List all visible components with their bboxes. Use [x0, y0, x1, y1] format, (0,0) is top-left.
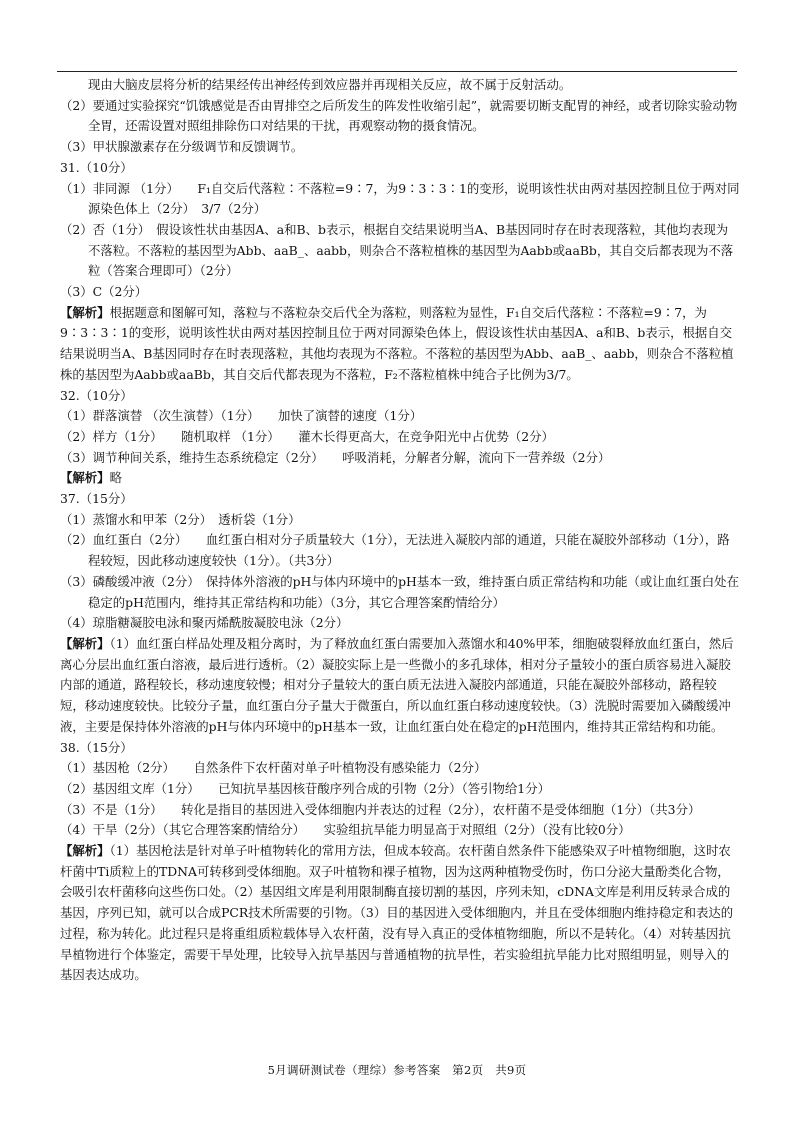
q38-analysis: [60, 841, 740, 986]
analysis-label: 【解析】: [60, 470, 110, 486]
q32-part3: （3）调节种间关系，维持生态系统稳定（2分） 呼吸消耗，分解者分解，流向下一营养级（2分）: [60, 449, 611, 465]
q31-analysis: [60, 303, 740, 386]
q37-part1: （1）蒸馏水和甲苯（2分） 透析袋（1分）: [60, 511, 301, 527]
q37-analysis: [60, 634, 740, 738]
analysis-label: 【解析】: [60, 304, 110, 320]
q32-analysis: [60, 468, 740, 489]
q38-heading: 38.（15分）: [60, 739, 133, 755]
header-rule: [57, 71, 737, 72]
q31-part3: （3）C（2分）: [60, 284, 148, 300]
q37-part3: （3）磷酸缓冲液（2分） 保持体外溶液的pH与体内环境中的pH基本一致，维持蛋白质正常结构和功能（或让血红蛋白处在稳定的pH范围内，维持其正常结构和功能）（3分，其它合理答案酌情给分）: [60, 573, 739, 610]
q38-part4: （4）干旱（2分）（其它合理答案酌情给分） 实验组抗旱能力明显高于对照组（2分）（没有比较0分）: [60, 822, 631, 838]
q32-part2: （2）样方（1分） 随机取样 （1分） 灌木长得更高大，在竞争阳光中占优势（2分）: [60, 428, 554, 444]
analysis-text: （1）基因枪法是针对单子叶植物转化的常用方法，但成本较高。农杆菌自然条件下能感染双子叶植物细胞，这时农杆菌中Ti质粒上的TDNA可转移到受体细胞。双子叶植物和裸子植物，因为这两种植物受伤时，伤口分泌大量酚类化合物，会吸引农杆菌移向这些伤口处。（2）基因组文库是利用限制酶直接切割的基因，序列未知，cDNA文库是利用反转录合成的基因，序列已知，就可以合成PCR技术所需要的引物。（3）目的基因进入受体细胞内，并且在受体细胞内维持稳定和表达的过程，称为转化。此过程只是将重组质粒载体导入农杆菌，没有导入真正的受体植物细胞，所以不是转化。（4）对转基因抗旱植物进行个体鉴定，需要干旱处理，比较导入抗旱基因与普通植物的抗旱性，若实验组抗旱能力比对照组明显，则导入的基因表达成功。: [60, 843, 734, 983]
q38-part3: （3）不是（1分） 转化是指目的基因进入受体细胞内并表达的过程（2分），农杆菌不是受体细胞（1分）（共3分）: [60, 801, 701, 817]
q31-heading: 31.（10分）: [60, 159, 133, 175]
continued-line: 现由大脑皮层将分析的结果经传出神经传到效应器并再现相关反应，故不属于反射活动。: [88, 77, 572, 92]
analysis-label: 【解析】: [60, 843, 110, 859]
q30-part2: （2）要通过实验探究“饥饿感觉是否由胃排空之后所发生的阵发性收缩引起”，就需要切断支配胃的神经，或者切除实验动物全胃，还需设置对照组排除伤口对结果的干扰，再观察动物的摄食情况。: [60, 97, 738, 134]
q31-part2: （2）否（1分） 假设该性状由基因A、a和B、b表示，根据自交结果说明当A、B基因同时存在时表现落粒，其他均表现为不落粒。不落粒的基因型为Abb、aaB_、aabb，则杂合不落粒植株的基因型为Aabb或aaBb，其自交后都表现为不落粒（答案合理即可）（2分）: [60, 221, 734, 279]
answer-content: [60, 75, 740, 986]
q31-part1: （1）非同源 （1分） F₁自交后代落粒∶不落粒=9∶7，为9∶3∶3∶1的变形，说明该性状由两对基因控制且位于两对同源染色体上（2分） 3/7（2分）: [60, 180, 740, 217]
q32-heading: 32.（10分）: [60, 387, 133, 403]
analysis-label: 【解析】: [60, 635, 110, 651]
analysis-text: 根据题意和图解可知，落粒与不落粒杂交后代全为落粒，则落粒为显性，F₁自交后代落粒∶不落粒=9∶7，为9∶3∶3∶1的变形，说明该性状由两对基因控制且位于两对同源染色体上，假设该性状由基因A、a和B、b表示，根据自交结果说明当A、B基因同时存在时表现落粒，其他均表现为不落粒。不落粒的基因型为Abb、aaB_、aabb，则杂合不落粒植株的基因型为Aabb或aaBb，其自交后代都表现为不落粒，F₂不落粒植株中纯合子比例为3/7。: [60, 304, 734, 382]
q37-part2: （2）血红蛋白（2分） 血红蛋白相对分子质量较大（1分），无法进入凝胶内部的通道，只能在凝胶外部移动（1分），路程较短，因此移动速度较快（1分）。（共3分）: [60, 532, 730, 569]
q38-part2: （2）基因组文库（1分） 已知抗旱基因核苷酸序列合成的引物（2分）（答引物给1分）: [60, 780, 550, 796]
page-footer: 5月调研测试卷（理综）参考答案 第2页 共9页: [267, 1063, 527, 1077]
q37-part4: （4）琼脂糖凝胶电泳和聚丙烯酰胺凝胶电泳（2分）: [60, 615, 349, 631]
q30-part3: （3）甲状腺激素存在分级调节和反馈调节。: [60, 139, 304, 155]
analysis-text: 略: [109, 470, 122, 486]
q38-part1: （1）基因枪（2分） 自然条件下农杆菌对单子叶植物没有感染能力（2分）: [60, 760, 487, 776]
q32-part1: （1）群落演替 （次生演替）（1分） 加快了演替的速度（1分）: [60, 408, 423, 424]
q37-heading: 37.（15分）: [60, 491, 133, 507]
analysis-text: （1）血红蛋白样品处理及粗分离时，为了释放血红蛋白需要加入蒸馏水和40%甲苯，细胞破裂释放血红蛋白，然后离心分层出血红蛋白溶液，最后进行透析。（2）凝胶实际上是一些微小的多孔球体，相对分子量较小的蛋白质容易进入凝胶内部的通道，路程较长，移动速度较慢；相对分子量较大的蛋白质无法进入凝胶内部通道，只能在凝胶外部移动，路程较短，移动速度较快。比较分子量，血红蛋白分子量大于微蛋白，所以血红蛋白移动速度较快。（3）洗脱时需要加入磷酸缓冲液，主要是保持体外溶液的pH与体内环境中的pH基本一致，让血红蛋白处在稳定的pH范围内，维持其正常结构和功能。: [60, 635, 734, 734]
